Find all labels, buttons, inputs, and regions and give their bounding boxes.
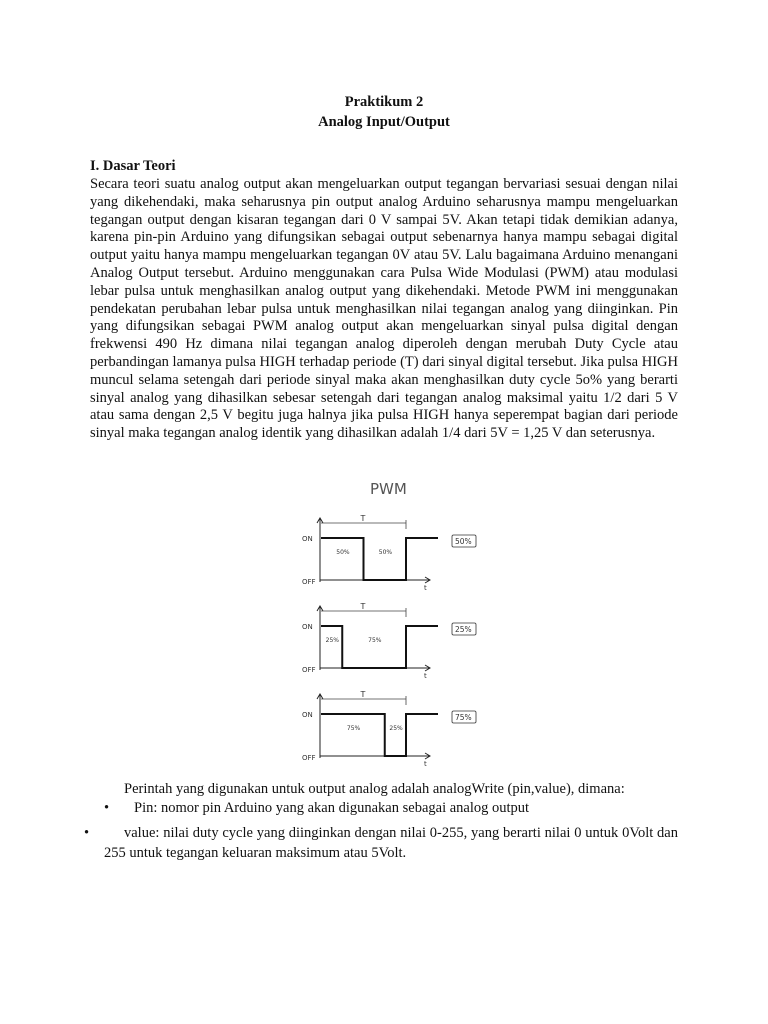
- duty-badge-text: 25%: [455, 625, 472, 634]
- time-label: t: [424, 672, 427, 680]
- bullet-item: [84, 823, 678, 863]
- bullet-item: [104, 799, 678, 817]
- pwm-waveform: [321, 714, 438, 756]
- off-label: OFF: [302, 578, 316, 586]
- duty-badge-text: 75%: [455, 713, 472, 722]
- bullet-text: value: nilai duty cycle yang diinginkan dengan nilai 0-255, yang berarti nilai 0 untuk 0Volt dan 255 untuk tegangan keluaran maksimum atau 5Volt.: [104, 825, 678, 861]
- low-duty-label: 75%: [368, 637, 382, 644]
- high-duty-label: 25%: [325, 637, 339, 644]
- pwm-waveform: [321, 626, 438, 668]
- low-duty-label: 50%: [378, 549, 393, 556]
- low-duty-label: 25%: [389, 725, 403, 732]
- pwm-panels: [302, 514, 476, 766]
- off-label: OFF: [302, 754, 316, 762]
- off-label: OFF: [302, 666, 316, 674]
- title-line-1: Praktikum 2: [344, 94, 424, 110]
- usage-intro: Perintah yang digunakan untuk output analog adalah analogWrite (pin,value), dimana:: [124, 781, 625, 797]
- high-duty-label: 50%: [336, 549, 350, 556]
- pwm-waveform: [321, 538, 438, 580]
- on-label: ON: [302, 623, 313, 631]
- bullet-dot: •: [84, 825, 90, 841]
- usage-bullets: [84, 799, 678, 863]
- period-label: T: [360, 602, 366, 611]
- bullet-text: Pin: nomor pin Arduino yang akan digunakan sebagai analog output: [134, 800, 530, 816]
- bullet-dot: •: [104, 800, 110, 816]
- high-duty-label: 75%: [346, 725, 361, 732]
- pwm-figure: [290, 476, 490, 766]
- period-label: T: [360, 514, 366, 523]
- section-heading: I. Dasar Teori: [90, 158, 176, 174]
- period-label: T: [360, 690, 366, 699]
- time-label: t: [424, 760, 427, 766]
- figure-title: PWM: [370, 480, 407, 498]
- time-label: t: [424, 584, 427, 592]
- pwm-diagram: [290, 476, 490, 766]
- document-title: [0, 92, 768, 132]
- on-label: ON: [302, 535, 313, 543]
- on-label: ON: [302, 711, 313, 719]
- theory-paragraph: Secara teori suatu analog output akan mengeluarkan output tegangan bervariasi sesuai dengan nilai yang dikehendaki, maka seharusnya pin output analog Arduino seharusnya mampu mengeluarkan tegangan output dengan kisaran tegangan dari 0 V sampai 5V. Akan tetapi tidak demikian adanya, karena pin-pin Arduino yang difungsikan sebagai output sebenarnya hanya mampu sebagai digital output yaitu hanya mampu mengeluarkan tegangan 0V atau 5V. Lalu bagaimana Arduino menangani Analog Output tersebut. Arduino menggunakan cara Pulsa Wide Modulasi (PWM) atau modulasi lebar pulsa untuk menghasilkan analog output yang dikehendaki. Metode PWM ini menggunakan pendekatan perubahan lebar pulsa untuk menghasilkan nilai tegangan analog yang diinginkan. Pin yang difungsikan sebagai PWM analog output akan mengeluarkan sinyal pulsa digital dengan frekwensi 490 Hz dimana nilai tegangan analog diperoleh dengan merubah Duty Cycle atau perbandingan lamanya pulsa HIGH terhadap periode (T) dari sinyal digital tersebut. Jika pulsa HIGH muncul selama setengah dari periode sinyal maka akan menghasilkan duty cycle 5o% yang berarti sinyal analog yang dihasilkan sebesar setengah dari tegangan analog maksimal yaitu 1/2 dari 5 V atau sama dengan 2,5 V begitu juga halnya jika pulsa HIGH hanya seperempat bagian dari periode sinyal maka tegangan analog identik yang dihasilkan adalah 1/4 dari 5V = 1,25 V dan seterusnya.: [90, 176, 678, 442]
- title-line-2: Analog Input/Output: [318, 114, 450, 130]
- duty-badge-text: 50%: [455, 537, 472, 546]
